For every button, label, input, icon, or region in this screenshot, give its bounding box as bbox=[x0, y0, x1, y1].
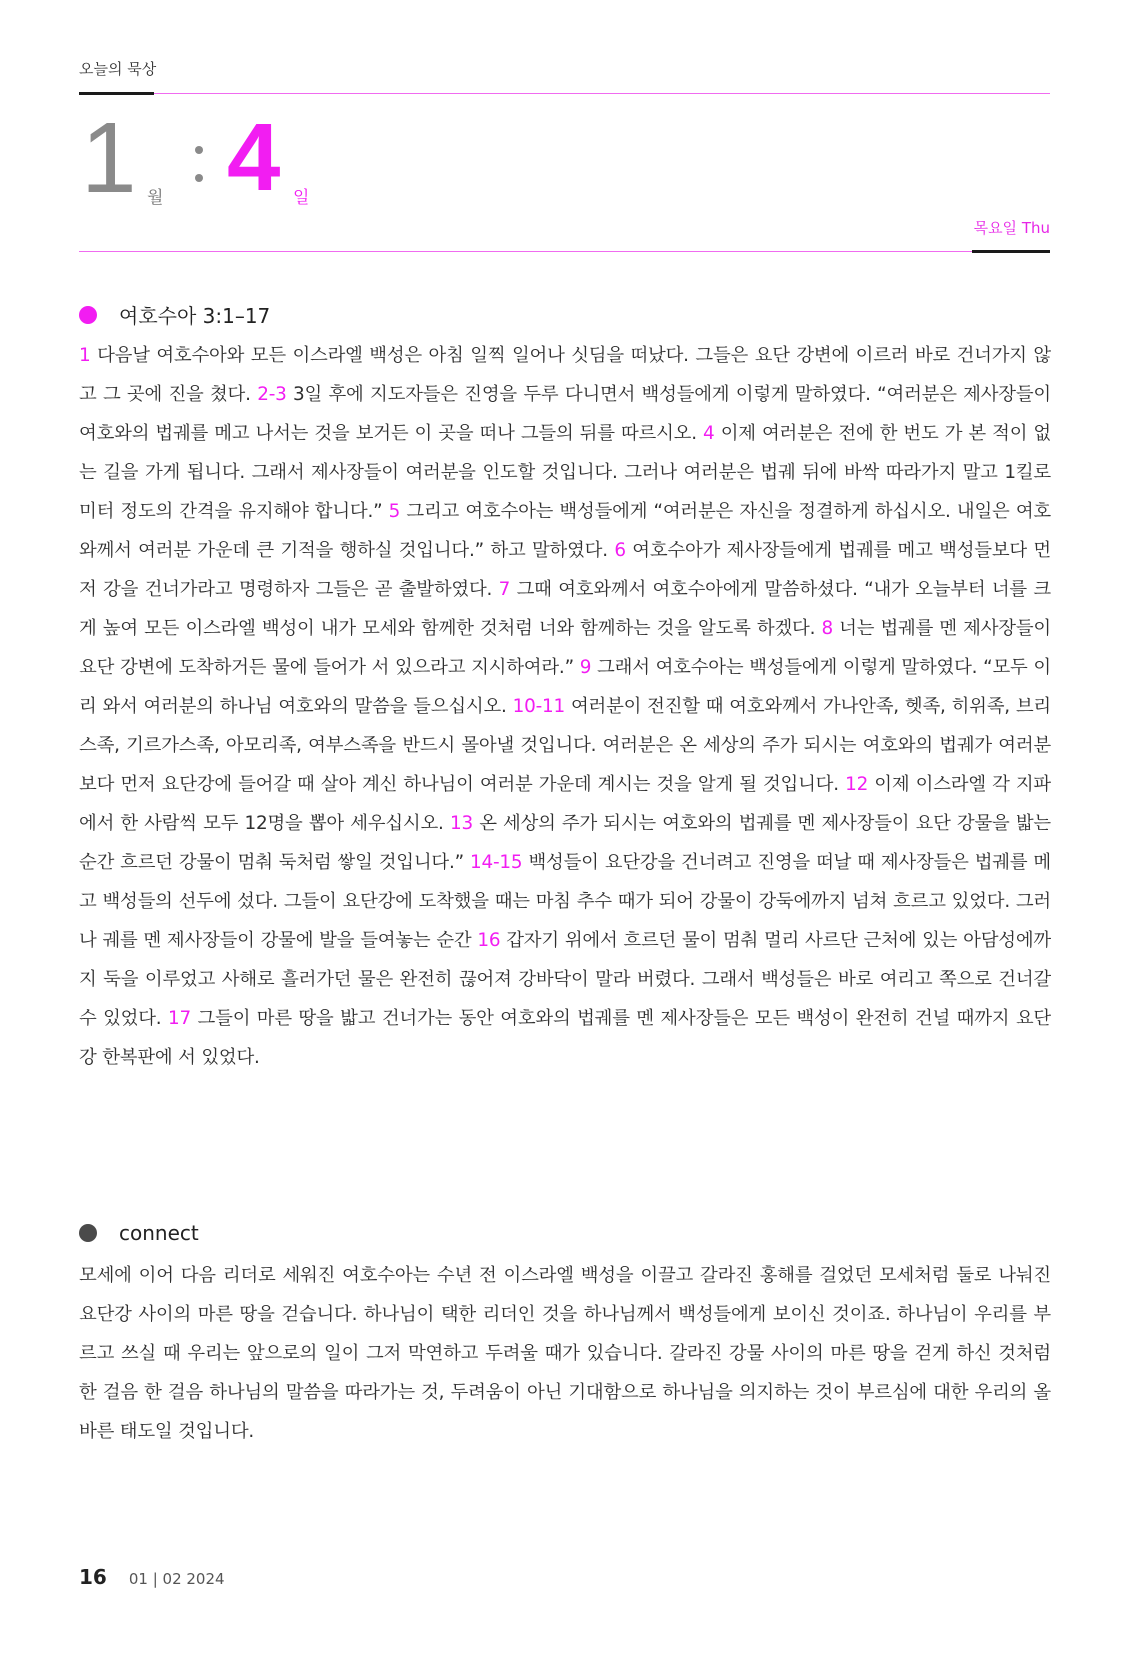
verse-text: 갑자기 위에서 흐르던 물이 멈춰 멀리 사르단 근처에 있는 아담성에까지 둑을 이루었고 사해로 흘러가던 물은 완전히 끊어져 강바닥이 말라 버렸다. 그래서 백성들은 바로 여리고 쪽으로 건너갈 수 있었다. bbox=[79, 930, 1051, 1029]
verse-text: 그래서 여호수아는 백성들에게 이렇게 말하였다. “모두 이리 와서 여러분의 하나님 여호와의 말씀을 들으십시오. bbox=[79, 657, 1051, 717]
verse-text: 그때 여호와께서 여호수아에게 말씀하셨다. “내가 오늘부터 너를 크게 높여 모든 이스라엘 백성이 내가 모세와 함께한 것처럼 너와 함께하는 것을 알도록 하겠다. bbox=[79, 579, 1051, 639]
verse-number: 6 bbox=[614, 540, 626, 561]
bullet-dot-icon bbox=[79, 1224, 97, 1242]
verse-number: 17 bbox=[168, 1008, 192, 1029]
verse-number: 4 bbox=[703, 423, 715, 444]
verse-number: 10-11 bbox=[512, 696, 566, 717]
verse-number: 8 bbox=[821, 618, 833, 639]
verse-number: 13 bbox=[449, 813, 473, 834]
day-unit: 일 bbox=[293, 188, 310, 208]
month-number: 1 bbox=[81, 102, 137, 214]
verse-text: 너는 법궤를 멘 제사장들이 요단 강변에 도착하거든 물에 들어가 서 있으라고 지시하여라.” bbox=[79, 618, 1051, 678]
issue-label: 01 | 02 2024 bbox=[128, 1570, 225, 1588]
scripture-reference: 여호수아 3:1–17 bbox=[119, 304, 271, 328]
verse-text: 이제 이스라엘 각 지파에서 한 사람씩 모두 12명을 뽑아 세우십시오. bbox=[79, 774, 1051, 834]
colon-dot-bottom bbox=[195, 174, 203, 182]
day-number: 4 bbox=[227, 104, 281, 211]
scripture-heading bbox=[79, 300, 270, 329]
verse-text: 그리고 여호수아는 백성들에게 “여러분은 자신을 정결하게 하십시오. 내일은 여호와께서 여러분 가운데 큰 기적을 행하실 것입니다.” 하고 말하였다. bbox=[79, 501, 1051, 561]
top-rule bbox=[79, 93, 1050, 94]
bullet-dot-icon bbox=[79, 306, 97, 324]
verse-number: 9 bbox=[579, 657, 592, 678]
header-label: 오늘의 묵상 bbox=[79, 60, 157, 78]
verse-text: 백성들이 요단강을 건너려고 진영을 떠날 때 제사장들은 법궤를 메고 백성들의 선두에 섰다. 그들이 요단강에 도착했을 때는 마침 추수 때가 되어 강물이 강둑에까지 넘쳐 흐르고 있었다. 그러나 궤를 멘 제사장들이 강물에 발을 들여놓는 순간 bbox=[79, 852, 1051, 951]
mid-rule bbox=[79, 251, 1050, 252]
top-rule-accent bbox=[79, 92, 154, 95]
verse-text: 여호수아가 제사장들에게 법궤를 메고 백성들보다 먼저 강을 건너가라고 명령하자 그들은 곧 출발하였다. bbox=[79, 540, 1051, 600]
verse-number: 7 bbox=[498, 579, 511, 600]
verse-text: 온 세상의 주가 되시는 여호와의 법궤를 멘 제사장들이 요단 강물을 밟는 순간 흐르던 강물이 멈춰 둑처럼 쌓일 것입니다.” bbox=[79, 813, 1051, 873]
verse-text: 여러분이 전진할 때 여호와께서 가나안족, 헷족, 히위족, 브리스족, 기르가스족, 아모리족, 여부스족을 반드시 몰아낼 것입니다. 여러분은 온 세상의 주가 되시는 여호와의 법궤가 여러분보다 먼저 요단강에 들어갈 때 살아 계신 하나님이 여러분 가운데 계시는 것을 알게 될 것입니다. bbox=[79, 696, 1051, 795]
weekday-label: 목요일 Thu bbox=[973, 219, 1050, 237]
verse-text: 3일 후에 지도자들은 진영을 두루 다니면서 백성들에게 이렇게 말하였다. “여러분은 제사장들이 여호와의 법궤를 메고 나서는 것을 보거든 이 곳을 떠나 그들의 뒤를 따르시오. bbox=[79, 384, 1051, 444]
mid-rule-accent bbox=[972, 250, 1050, 253]
page-number: 16 bbox=[79, 1565, 107, 1589]
scripture-text bbox=[79, 336, 1051, 1077]
verse-number: 16 bbox=[477, 930, 501, 951]
verse-number: 1 bbox=[79, 345, 91, 366]
verse-number: 14-15 bbox=[469, 852, 523, 873]
verse-number: 2-3 bbox=[257, 384, 287, 405]
connect-heading bbox=[79, 1221, 199, 1245]
month-unit: 월 bbox=[147, 188, 164, 208]
colon-dot-top bbox=[195, 146, 203, 154]
verse-text: 이제 여러분은 전에 한 번도 가 본 적이 없는 길을 가게 됩니다. 그래서 제사장들이 여러분을 인도할 것입니다. 그러나 여러분은 법궤 뒤에 바싹 따라가지 말고 1킬로미터 정도의 간격을 유지해야 합니다.” bbox=[79, 423, 1051, 522]
verse-text: 그들이 마른 땅을 밟고 건너가는 동안 여호와의 법궤를 멘 제사장들은 모든 백성이 완전히 건널 때까지 요단강 한복판에 서 있었다. bbox=[79, 1008, 1051, 1068]
connect-title: connect bbox=[119, 1221, 199, 1245]
connect-text: 모세에 이어 다음 리더로 세워진 여호수아는 수년 전 이스라엘 백성을 이끌고 갈라진 홍해를 걸었던 모세처럼 둘로 나눠진 요단강 사이의 마른 땅을 걷습니다. 하나님이 택한 리더인 것을 하나님께서 백성들에게 보이신 것이죠. 하나님이 우리를 부르고 쓰실 때 우리는 앞으로의 일이 그저 막연하고 두려울 때가 있습니다. 갈라진 강물 사이의 마른 땅을 걷게 하신 것처럼 한 걸음 한 걸음 하나님의 말씀을 따라가는 것, 두려움이 아닌 기대함으로 하나님을 의지하는 것이 부르심에 대한 우리의 올바른 태도일 것입니다. bbox=[79, 1265, 1051, 1442]
verse-number: 5 bbox=[388, 501, 401, 522]
footer bbox=[79, 1565, 225, 1589]
verse-text: 다음날 여호수아와 모든 이스라엘 백성은 아침 일찍 일어나 싯딤을 떠났다. 그들은 요단 강변에 이르러 바로 건너가지 않고 그 곳에 진을 쳤다. bbox=[79, 345, 1051, 405]
verse-number: 12 bbox=[845, 774, 869, 795]
